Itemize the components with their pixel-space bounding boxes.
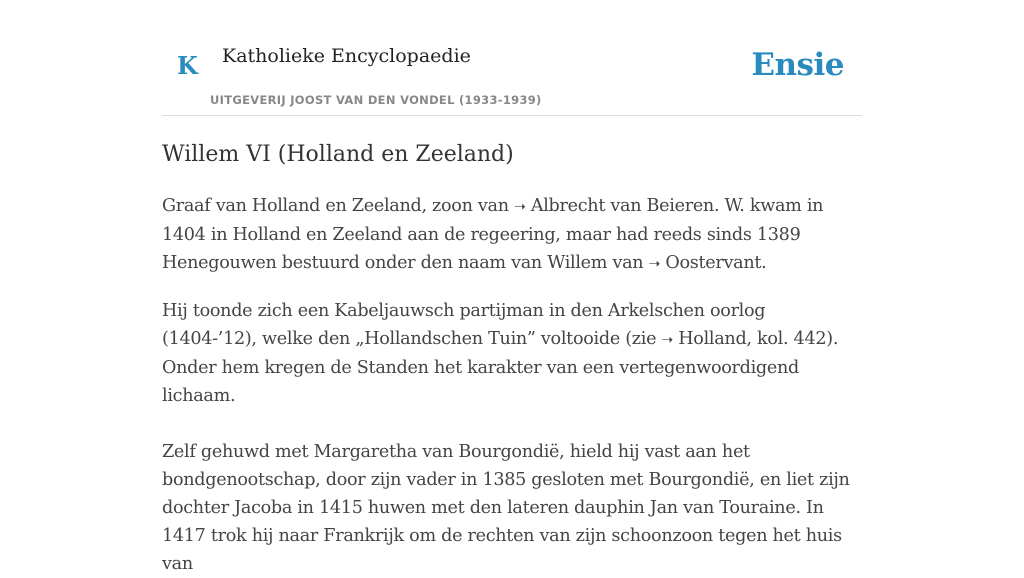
arrow-right-icon: ➝	[648, 255, 661, 272]
reference-link-label: Albrecht van Beieren	[530, 195, 714, 216]
page-container	[162, 0, 862, 578]
reference-link-label: Oostervant	[665, 252, 762, 273]
article-paragraph	[162, 438, 862, 578]
header	[162, 0, 862, 116]
ensie-logo-link[interactable]: Ensie	[751, 47, 844, 83]
paragraph-text: ). Onder hem kregen de Standen het karakter van een vertegenwoordigend lichaam.	[162, 328, 839, 406]
arrow-right-icon: ➝	[514, 198, 526, 215]
reference-link-albrecht-van-beieren[interactable]	[514, 196, 714, 216]
arrow-right-icon: ➝	[661, 331, 673, 348]
article-paragraph	[162, 297, 862, 410]
encyclopedia-logo-icon[interactable]: K	[177, 51, 198, 80]
paragraph-text: .	[761, 252, 767, 273]
reference-link-oostervant[interactable]	[649, 253, 762, 273]
article-paragraph	[162, 192, 862, 278]
reference-link-holland[interactable]	[662, 329, 827, 349]
publication-title[interactable]: Katholieke Encyclopaedie	[222, 45, 471, 67]
paragraph-text: Graaf van Holland en Zeeland, zoon van	[162, 195, 515, 216]
publisher-subtitle: UITGEVERIJ JOOST VAN DEN VONDEL (1933-1939)	[210, 93, 542, 107]
paragraph-text: . W. kwam in 1404 in Holland en Zeeland aan de regeering, maar had reeds sinds 1389 Henegouwen bestuurd onder den naam van Willem van	[162, 195, 824, 273]
paragraph-text: Hij toonde zich een Kabeljauwsch partijman in den Arkelschen oorlog (1404-’12), welke den „Hollandschen Tuin” voltooide (zie	[162, 300, 766, 349]
article-title: Willem VI (Holland en Zeeland)	[162, 142, 514, 167]
reference-link-label: Holland, kol. 442	[678, 328, 827, 349]
paragraph-text: Zelf gehuwd met Margaretha van Bourgondië, hield hij vast aan het bondgenootschap, door zijn vader in 1385 gesloten met Bourgondië, en liet zijn dochter Jacoba in 1415 huwen met den lateren dauphin Jan van Touraine. In 1417 trok hij naar Frankrijk om de rechten van zijn schoonzoon tegen het huis van	[162, 441, 850, 574]
